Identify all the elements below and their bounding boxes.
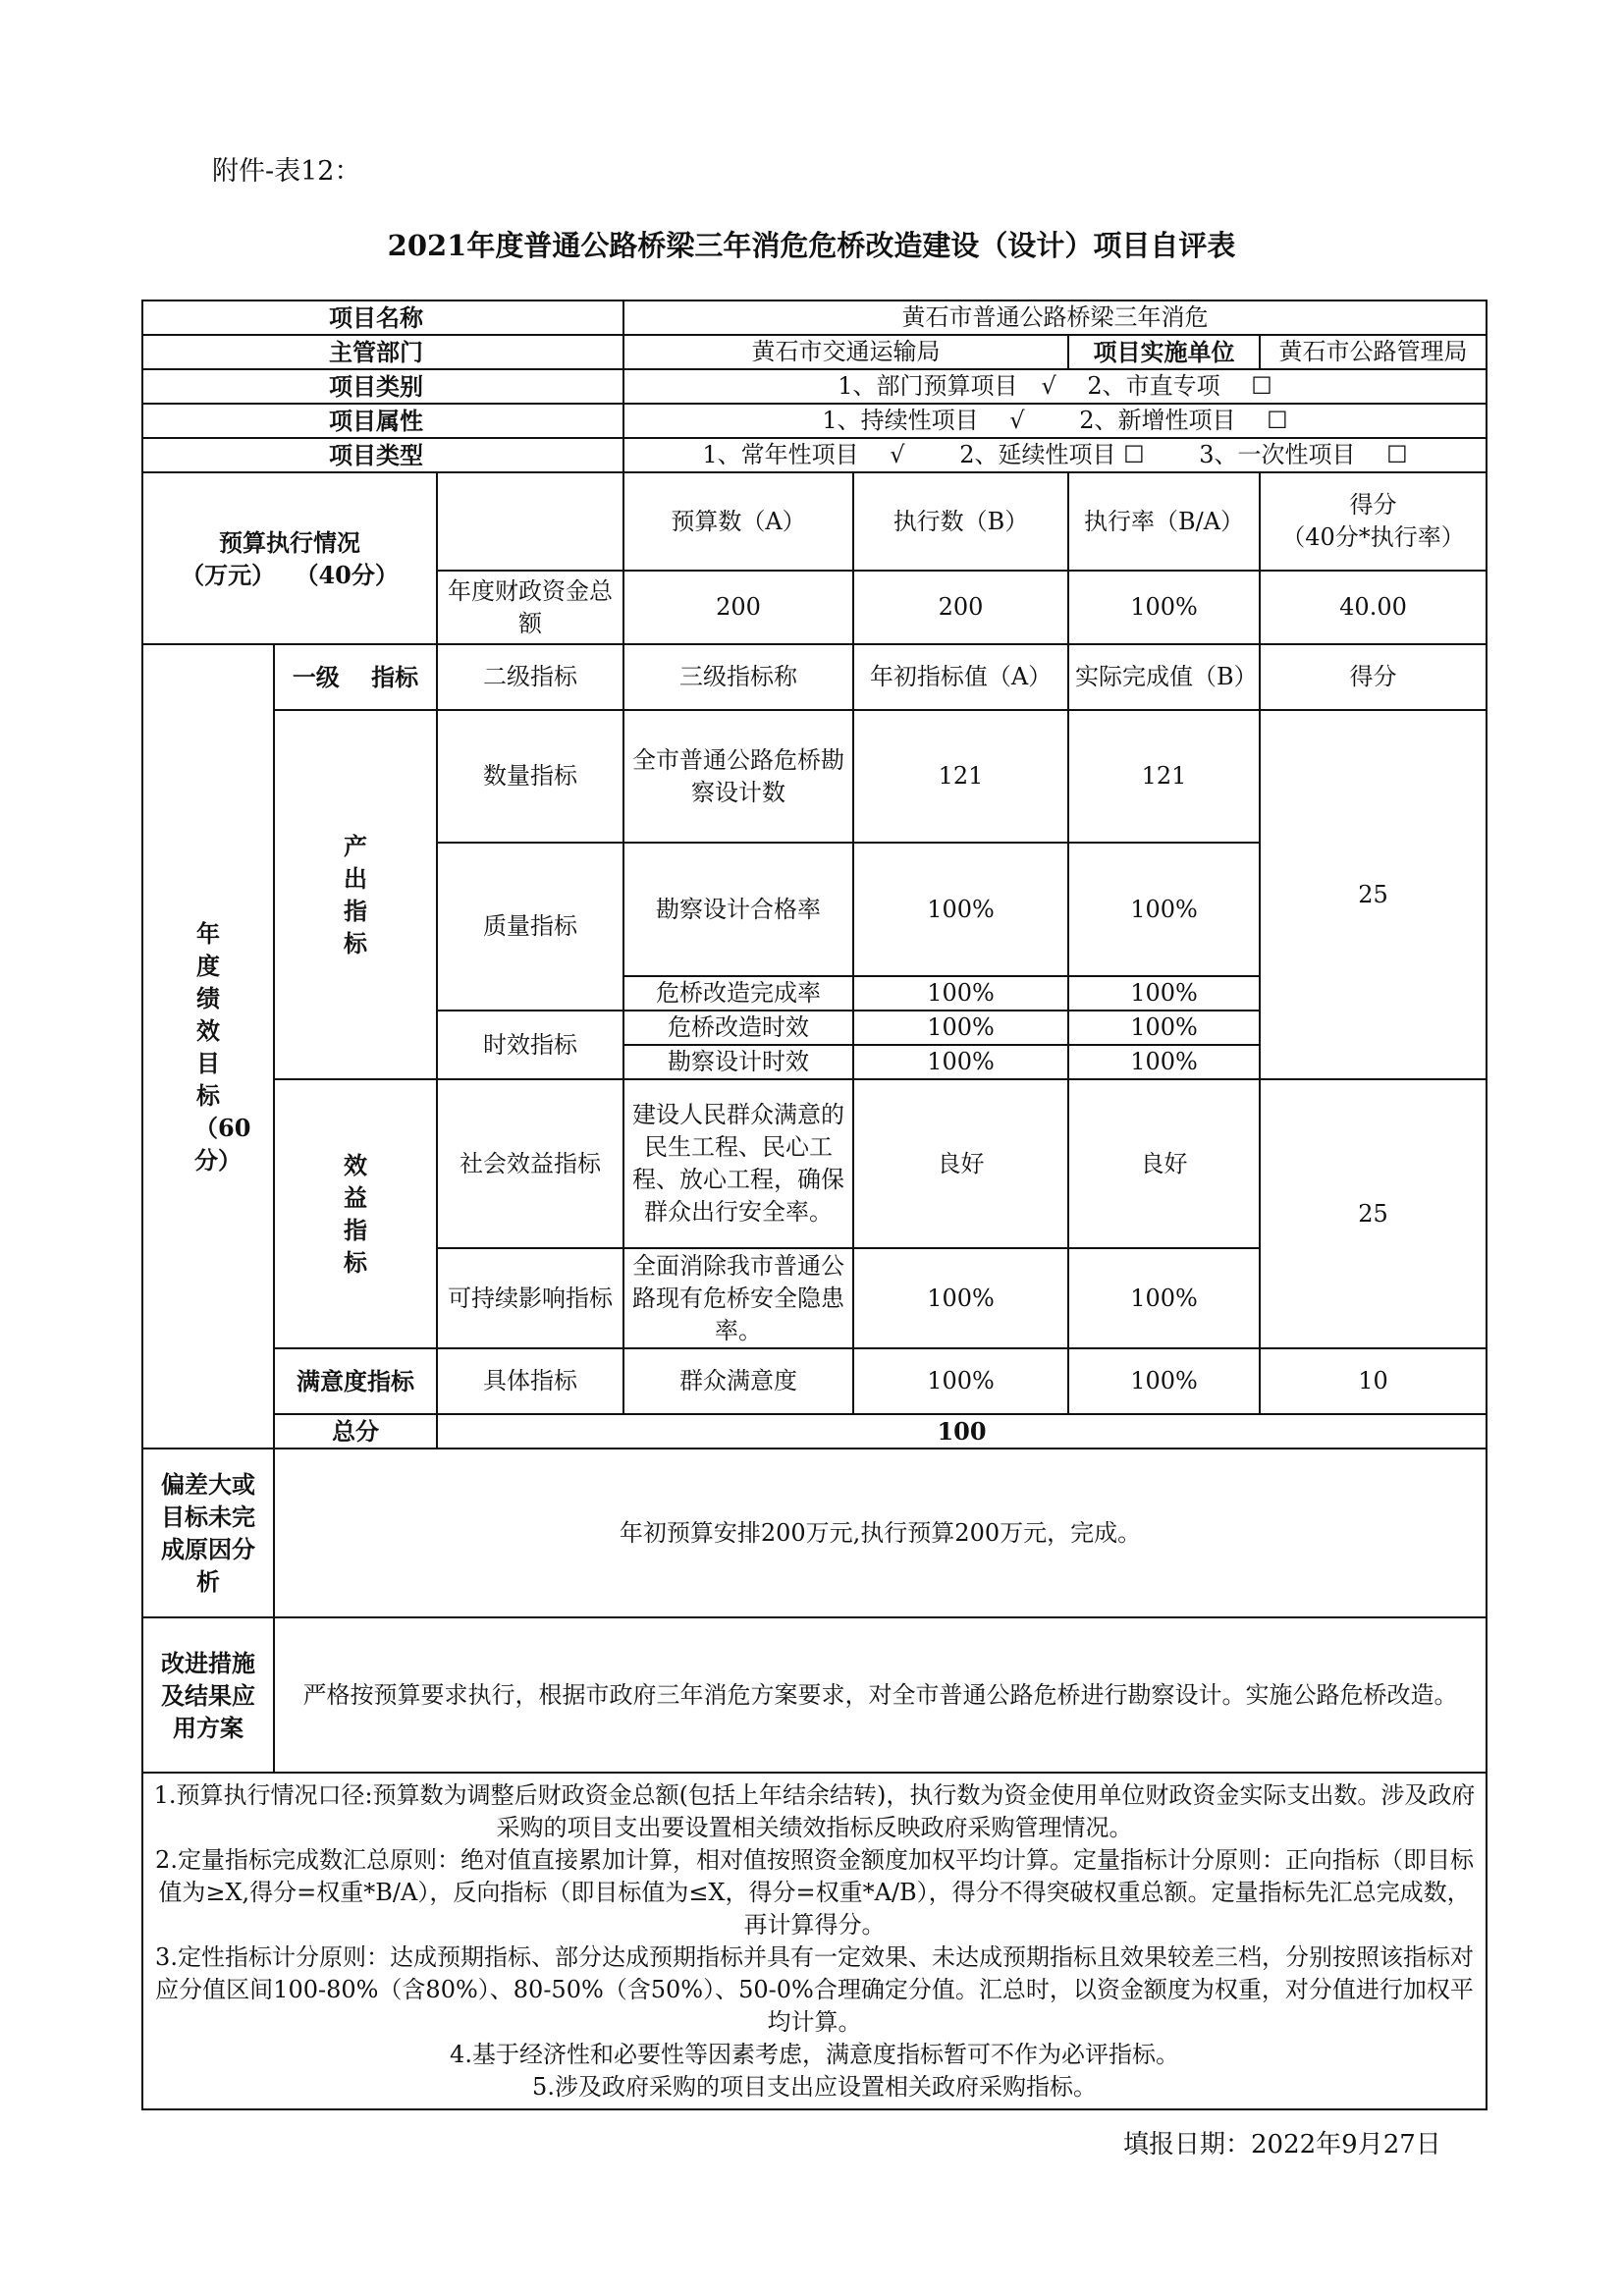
satisfaction-label: 满意度指标 [274, 1348, 437, 1414]
type-label: 项目类型 [142, 438, 623, 472]
repair-actual: 100% [1068, 976, 1260, 1011]
satisfy-level3: 群众满意度 [623, 1348, 853, 1414]
col-actual: 实际完成值（B） [1068, 644, 1260, 710]
col-exec: 执行数（B） [853, 472, 1068, 571]
dept-value: 黄石市交通运输局 [623, 335, 1068, 369]
project-name-value: 黄石市普通公路桥梁三年消危 [623, 301, 1487, 335]
social-level2: 社会效益指标 [437, 1079, 623, 1248]
row-category [142, 369, 1487, 404]
row-attr [142, 404, 1487, 438]
row-deviation [142, 1449, 1487, 1617]
impl-value: 黄石市公路管理局 [1260, 335, 1487, 369]
deviation-label: 偏差大或目标未完成原因分析 [142, 1449, 274, 1617]
timeliness-level3: 危桥改造时效 [623, 1011, 853, 1045]
budget-row-label: 年度财政资金总额 [437, 571, 623, 644]
output-score: 25 [1260, 710, 1487, 1079]
col-level3: 三级指标称 [623, 644, 853, 710]
improvement-text: 严格按预算要求执行，根据市政府三年消危方案要求，对全市普通公路危桥进行勘察设计。实施公路危桥改造。 [274, 1617, 1487, 1773]
repair-level3: 危桥改造完成率 [623, 976, 853, 1011]
social-target: 良好 [853, 1079, 1068, 1248]
satisfy-actual: 100% [1068, 1348, 1260, 1414]
quantity-level2: 数量指标 [437, 710, 623, 843]
budget-empty-cell [437, 472, 623, 571]
perf-section-label: 年度绩效目标（60分） [142, 644, 274, 1449]
total-value: 100 [437, 1414, 1487, 1449]
survey-time-actual: 100% [1068, 1045, 1260, 1079]
row-improvement [142, 1617, 1487, 1773]
row-notes [142, 1773, 1487, 2109]
attr-label: 项目属性 [142, 404, 623, 438]
attr-value: 1、持续性项目 √ 2、新增性项目 ☐ [623, 404, 1487, 438]
row-total [142, 1414, 1487, 1449]
col-score: 得分 （40分*执行率） [1260, 472, 1487, 571]
deviation-text: 年初预算安排200万元,执行预算200万元，完成。 [274, 1449, 1487, 1617]
benefit-score: 25 [1260, 1079, 1487, 1348]
timeliness-actual: 100% [1068, 1011, 1260, 1045]
category-label: 项目类别 [142, 369, 623, 404]
row-type [142, 438, 1487, 472]
survey-time-level3: 勘察设计时效 [623, 1045, 853, 1079]
impl-label: 项目实施单位 [1068, 335, 1260, 369]
sustain-level3: 全面消除我市普通公路现有危桥安全隐患率。 [623, 1248, 853, 1348]
quantity-actual: 121 [1068, 710, 1260, 843]
quality-level2: 质量指标 [437, 843, 623, 1011]
satisfy-score: 10 [1260, 1348, 1487, 1414]
category-value: 1、部门预算项目 √ 2、市直专项 ☐ [623, 369, 1487, 404]
quality-target: 100% [853, 843, 1068, 976]
score-value: 40.00 [1260, 571, 1487, 644]
col-level1: 一级 指标 [274, 644, 437, 710]
note-item: 2.定量指标完成数汇总原则：绝对值直接累加计算，相对值按照资金额度加权平均计算。定量指标计分原则：正向指标（即目标值为≥X,得分=权重*B/A），反向指标（即目标值为≤X，得分=权重*A/B），得分不得突破权重总额。定量指标先汇总完成数，再计算得分。 [155, 1845, 1474, 1939]
social-actual: 良好 [1068, 1079, 1260, 1248]
page-title: 2021年度普通公路桥梁三年消危危桥改造建设（设计）项目自评表 [387, 229, 1236, 262]
improvement-label: 改进措施及结果应用方案 [142, 1617, 274, 1773]
benefit-label: 效益指标 [274, 1079, 437, 1348]
col-budget: 预算数（A） [623, 472, 853, 571]
row-project-name [142, 301, 1487, 335]
type-value: 1、常年性项目 √ 2、延续性项目 ☐ 3、一次性项目 ☐ [623, 438, 1487, 472]
note-item: 5.涉及政府采购的项目支出应设置相关政府采购指标。 [532, 2072, 1097, 2101]
rate-value: 100% [1068, 571, 1260, 644]
attachment-label: 附件-表12： [212, 156, 361, 187]
social-level3: 建设人民群众满意的民生工程、民心工程、放心工程，确保群众出行安全率。 [623, 1079, 853, 1248]
satisfy-level2: 具体指标 [437, 1348, 623, 1414]
notes-cell [142, 1773, 1487, 2109]
sustain-target: 100% [853, 1248, 1068, 1348]
row-budget-header [142, 472, 1487, 571]
row-perf-header [142, 644, 1487, 710]
col-rate: 执行率（B/A） [1068, 472, 1260, 571]
sustain-actual: 100% [1068, 1248, 1260, 1348]
budget-value: 200 [623, 571, 853, 644]
row-quantity [142, 710, 1487, 843]
col-level2: 二级指标 [437, 644, 623, 710]
project-name-label: 项目名称 [142, 301, 623, 335]
exec-value: 200 [853, 571, 1068, 644]
output-label: 产出指标 [274, 710, 437, 1079]
quantity-target: 121 [853, 710, 1068, 843]
row-satisfy [142, 1348, 1487, 1414]
quality-actual: 100% [1068, 843, 1260, 976]
quantity-level3: 全市普通公路危桥勘察设计数 [623, 710, 853, 843]
row-dept [142, 335, 1487, 369]
budget-label: 预算执行情况 （万元） （40分） [142, 472, 437, 644]
survey-time-target: 100% [853, 1045, 1068, 1079]
repair-target: 100% [853, 976, 1068, 1011]
sustain-level2: 可持续影响指标 [437, 1248, 623, 1348]
fill-date: 填报日期：2022年9月27日 [1123, 2130, 1441, 2159]
col-perf-score: 得分 [1260, 644, 1487, 710]
quality-level3: 勘察设计合格率 [623, 843, 853, 976]
row-social [142, 1079, 1487, 1248]
timeliness-level2: 时效指标 [437, 1011, 623, 1079]
evaluation-table [141, 300, 1488, 2110]
note-item: 3.定性指标计分原则：达成预期指标、部分达成预期指标并具有一定效果、未达成预期指标且效果较差三档，分别按照该指标对应分值区间100-80%（含80%）、80-50%（含50%）、50-0%合理确定分值。汇总时，以资金额度为权重，对分值进行加权平均计算。 [155, 1942, 1474, 2036]
col-target: 年初指标值（A） [853, 644, 1068, 710]
dept-label: 主管部门 [142, 335, 623, 369]
note-item: 4.基于经济性和必要性等因素考虑，满意度指标暂可不作为必评指标。 [450, 2040, 1179, 2068]
total-label: 总分 [274, 1414, 437, 1449]
note-item: 1.预算执行情况口径:预算数为调整后财政资金总额(包括上年结余结转)，执行数为资金使用单位财政资金实际支出数。涉及政府采购的项目支出要设置相关绩效指标反映政府采购管理情况。 [153, 1780, 1476, 1841]
timeliness-target: 100% [853, 1011, 1068, 1045]
satisfy-target: 100% [853, 1348, 1068, 1414]
